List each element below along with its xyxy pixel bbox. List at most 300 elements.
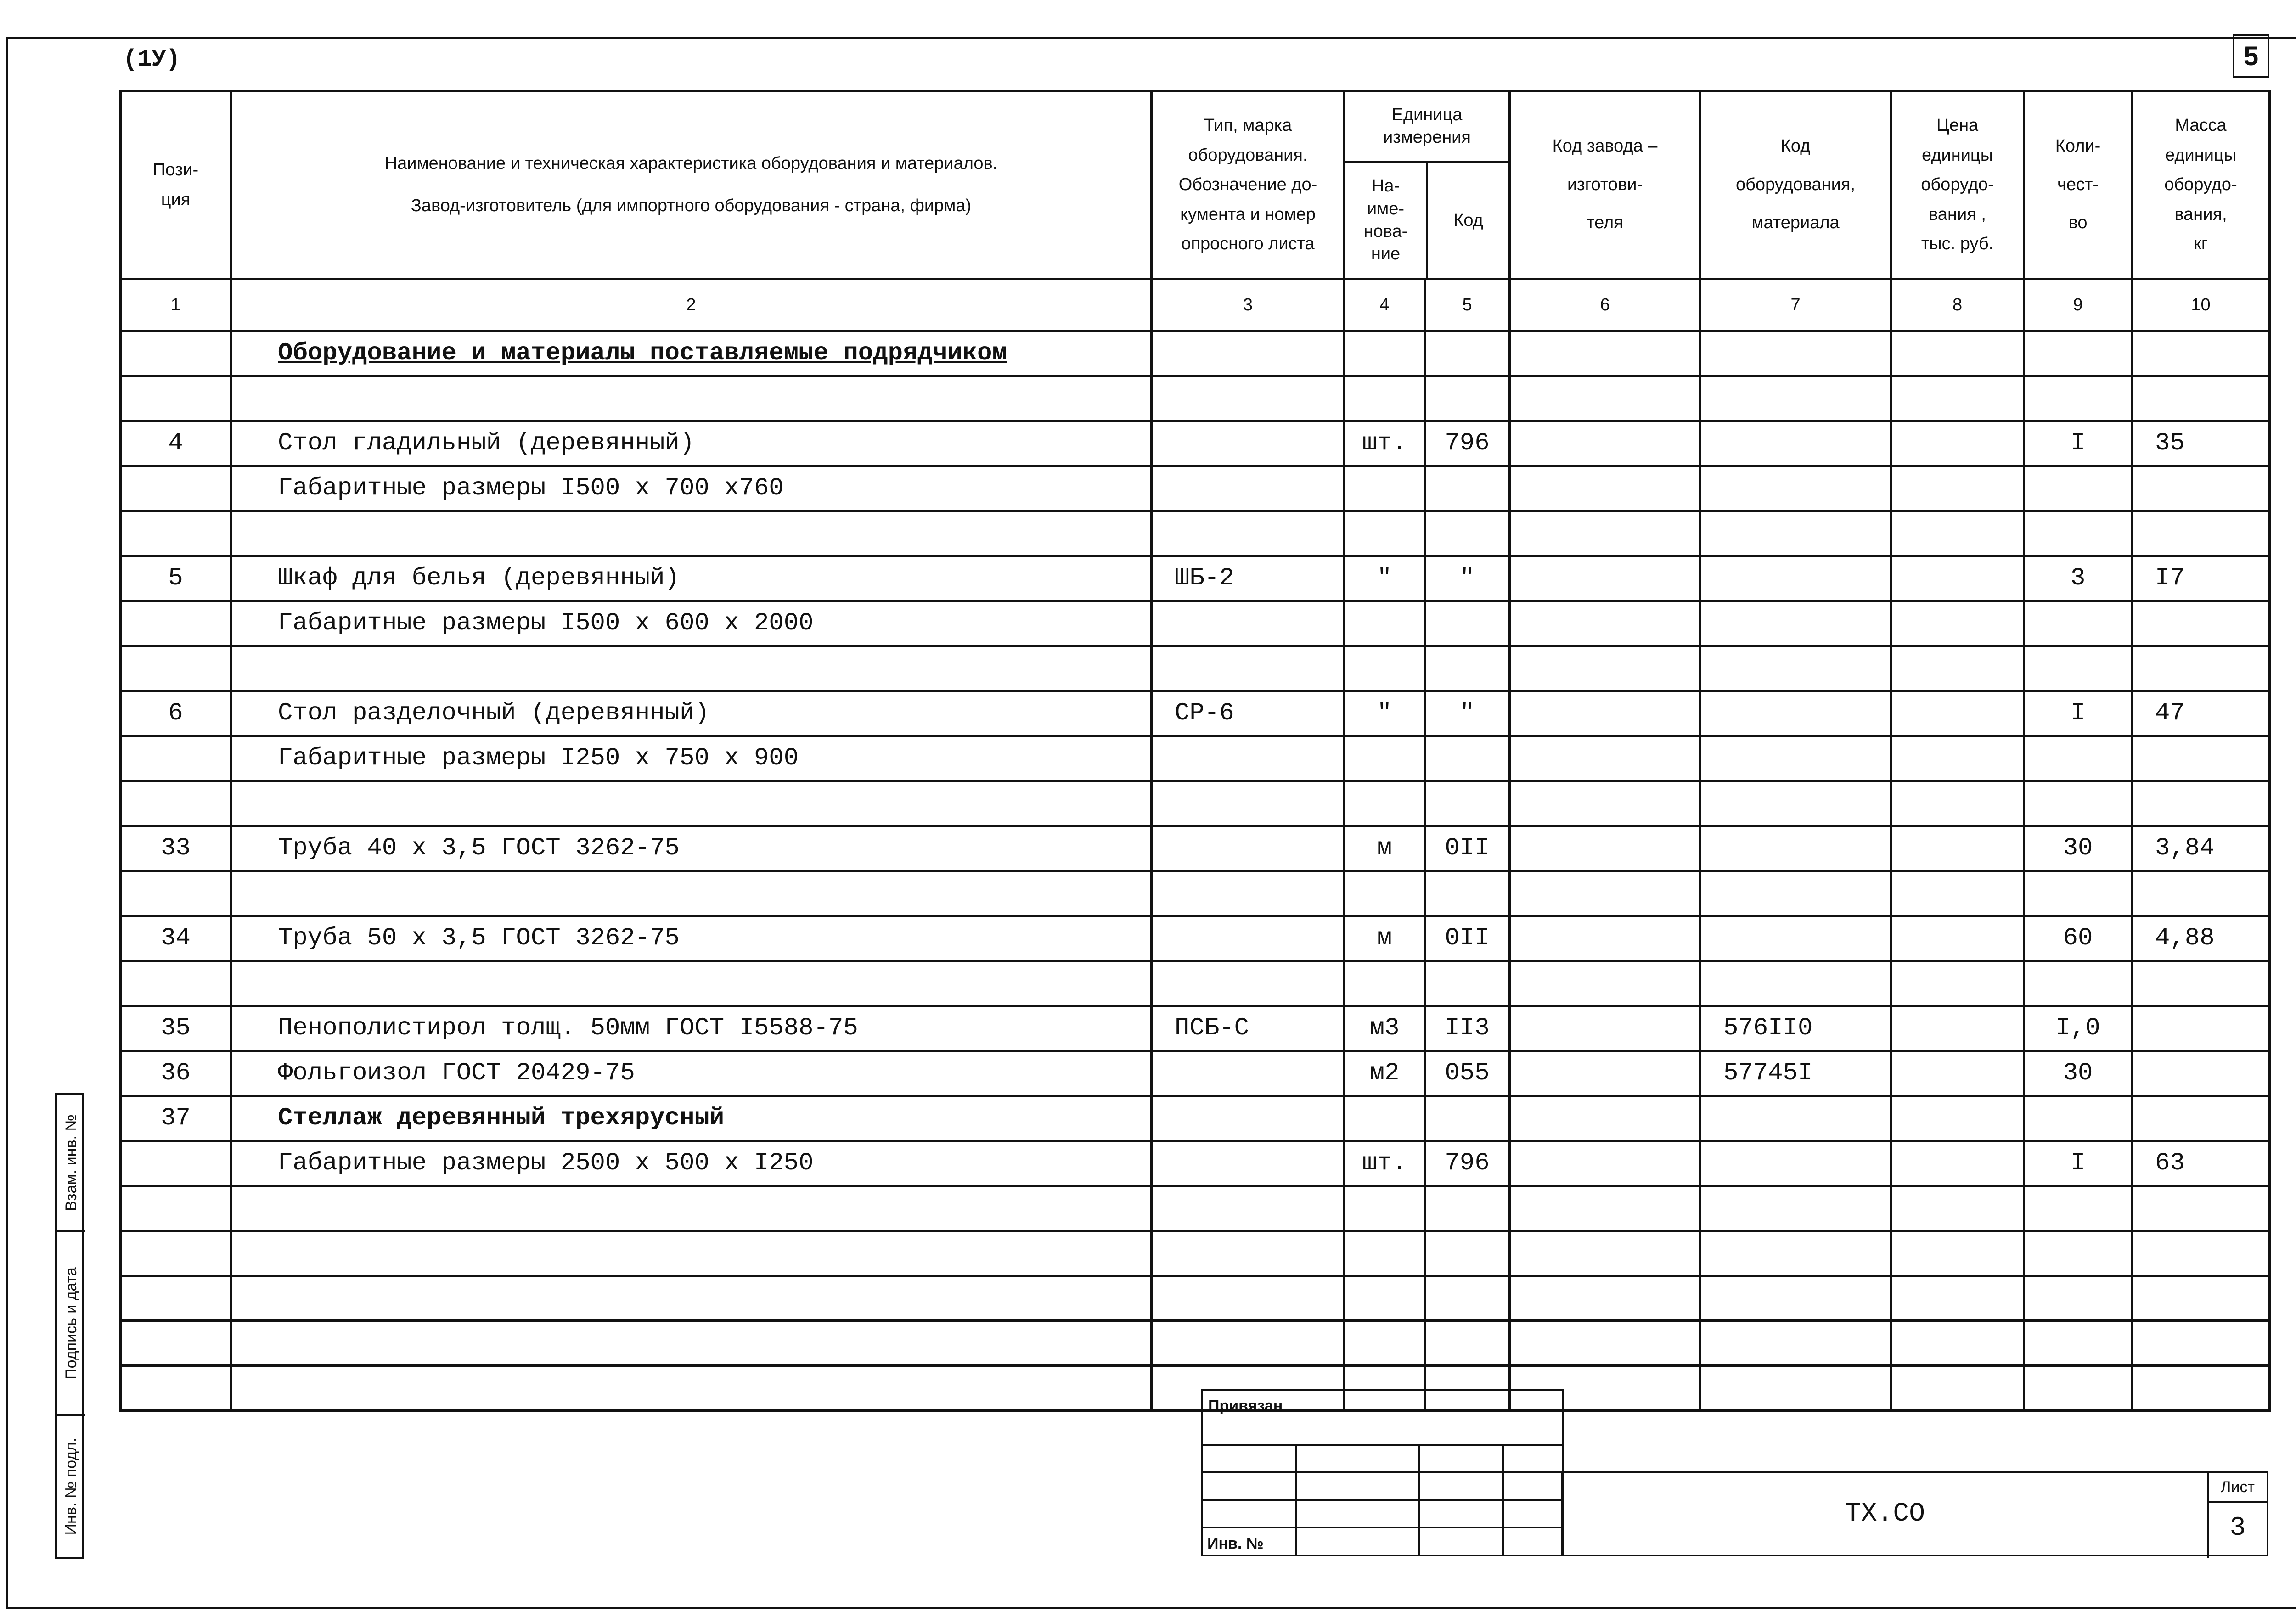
row-type (1152, 331, 1345, 376)
row-quantity (2024, 466, 2132, 511)
row-name: Оборудование и материалы поставляемые подрядчиком (231, 331, 1152, 376)
row-unit-code (1425, 511, 1510, 556)
row-mass (2132, 1276, 2270, 1321)
table-row (121, 556, 2270, 601)
row-mass (2132, 1321, 2270, 1366)
row-price (1891, 511, 2024, 556)
col-number: 10 (2132, 279, 2270, 331)
row-type (1152, 1276, 1345, 1321)
table-row (121, 1006, 2270, 1051)
row-material-code (1700, 1276, 1891, 1321)
row-unit (1345, 871, 1425, 916)
row-name: Шкаф для белья (деревянный) (231, 556, 1152, 601)
row-factory-code (1510, 1051, 1700, 1096)
row-material-code (1700, 556, 1891, 601)
row-position: 34 (121, 916, 231, 961)
row-quantity (2024, 1096, 2132, 1141)
row-material-code (1700, 1096, 1891, 1141)
row-quantity: 60 (2024, 916, 2132, 961)
row-factory-code (1510, 466, 1700, 511)
row-mass: 63 (2132, 1141, 2270, 1186)
table-row (121, 646, 2270, 691)
row-position: 5 (121, 556, 231, 601)
row-quantity: 3 (2024, 556, 2132, 601)
row-type (1152, 466, 1345, 511)
row-name: Габаритные размеры 2500 x 500 x I250 (231, 1141, 1152, 1186)
table-row (121, 466, 2270, 511)
row-unit-code (1425, 871, 1510, 916)
row-mass (2132, 331, 2270, 376)
row-type: ШБ-2 (1152, 556, 1345, 601)
row-unit (1345, 961, 1425, 1006)
row-factory-code (1510, 1096, 1700, 1141)
title-block (1561, 1471, 2268, 1556)
header-unit: Единица измерения На- име- нова- ние Код (1345, 91, 1510, 279)
table-row (121, 376, 2270, 421)
header-name: Наименование и техническая характеристика оборудования и материалов. Завод-изготовитель (для импортного оборудования - страна, фирма) (231, 91, 1152, 279)
row-position: 4 (121, 421, 231, 466)
table-row (121, 736, 2270, 781)
column-numbers-row (121, 279, 2270, 331)
row-factory-code (1510, 961, 1700, 1006)
row-unit (1345, 781, 1425, 826)
row-material-code (1700, 466, 1891, 511)
col-number: 8 (1891, 279, 2024, 331)
row-name (231, 1321, 1152, 1366)
row-price (1891, 916, 2024, 961)
row-unit: м (1345, 826, 1425, 871)
row-name: Пенополистирол толщ. 50мм ГОСТ I5588-75 (231, 1006, 1152, 1051)
col-number: 9 (2024, 279, 2132, 331)
row-unit-code (1425, 1276, 1510, 1321)
row-unit-code: 0II (1425, 916, 1510, 961)
row-unit (1345, 736, 1425, 781)
row-quantity: I (2024, 1141, 2132, 1186)
row-factory-code (1510, 556, 1700, 601)
header-unit-name: На- име- нова- ние (1345, 163, 1428, 278)
row-quantity (2024, 601, 2132, 646)
row-mass (2132, 1006, 2270, 1051)
row-name: Труба 40 x 3,5 ГОСТ 3262-75 (231, 826, 1152, 871)
row-mass (2132, 1051, 2270, 1096)
sheet-number: 3 (2229, 1513, 2246, 1543)
row-unit: шт. (1345, 1141, 1425, 1186)
row-name (231, 961, 1152, 1006)
row-factory-code (1510, 421, 1700, 466)
row-price (1891, 961, 2024, 1006)
row-unit (1345, 1321, 1425, 1366)
row-type: ПСБ-С (1152, 1006, 1345, 1051)
row-type: СР-6 (1152, 691, 1345, 736)
col-number: 7 (1700, 279, 1891, 331)
row-type (1152, 1051, 1345, 1096)
row-unit-code: 796 (1425, 421, 1510, 466)
specification-table (119, 90, 2271, 1412)
table-row (121, 1276, 2270, 1321)
table-row (121, 781, 2270, 826)
row-name: Стеллаж деревянный трехярусный (231, 1096, 1152, 1141)
row-quantity (2024, 376, 2132, 421)
header-material-code: Код оборудования, материала (1700, 91, 1891, 279)
row-name: Габаритные размеры I500 x 600 x 2000 (231, 601, 1152, 646)
row-unit: " (1345, 556, 1425, 601)
row-unit (1345, 1276, 1425, 1321)
row-position: 6 (121, 691, 231, 736)
row-position (121, 376, 231, 421)
row-material-code (1700, 691, 1891, 736)
row-price (1891, 1366, 2024, 1411)
row-mass (2132, 1096, 2270, 1141)
row-price (1891, 466, 2024, 511)
row-type (1152, 1231, 1345, 1276)
row-material-code (1700, 1231, 1891, 1276)
row-price (1891, 691, 2024, 736)
row-quantity: 30 (2024, 1051, 2132, 1096)
row-unit-code: 0II (1425, 826, 1510, 871)
row-position (121, 646, 231, 691)
row-unit: м2 (1345, 1051, 1425, 1096)
row-material-code (1700, 916, 1891, 961)
row-factory-code (1510, 781, 1700, 826)
row-unit (1345, 1231, 1425, 1276)
row-factory-code (1510, 826, 1700, 871)
row-mass: 4,88 (2132, 916, 2270, 961)
row-price (1891, 1186, 2024, 1231)
row-factory-code (1510, 376, 1700, 421)
header-unit-code: Код (1453, 210, 1483, 230)
row-price (1891, 421, 2024, 466)
row-price (1891, 331, 2024, 376)
row-factory-code (1510, 916, 1700, 961)
row-type (1152, 1141, 1345, 1186)
row-unit-code (1425, 1096, 1510, 1141)
header-factory-code: Код завода – изготови- теля (1510, 91, 1700, 279)
header-price: Цена единицы оборудо- вания , тыс. руб. (1891, 91, 2024, 279)
row-name (231, 1366, 1152, 1411)
row-material-code (1700, 331, 1891, 376)
row-price (1891, 556, 2024, 601)
table-row (121, 961, 2270, 1006)
header-type: Тип, марка оборудования. Обозначение до- кумента и номер опросного листа (1152, 91, 1345, 279)
side-cell-replace-inv: Взам. инв. № (57, 1095, 85, 1232)
row-position (121, 1321, 231, 1366)
header-row (121, 91, 2270, 279)
row-name (231, 1186, 1152, 1231)
corner-label: (1У) (123, 46, 180, 73)
row-position: 35 (121, 1006, 231, 1051)
row-type (1152, 736, 1345, 781)
row-quantity: I (2024, 421, 2132, 466)
stamp-line (1201, 1471, 1564, 1473)
row-mass (2132, 1366, 2270, 1411)
row-unit: м3 (1345, 1006, 1425, 1051)
row-name: Габаритные размеры I250 x 750 x 900 (231, 736, 1152, 781)
row-material-code (1700, 511, 1891, 556)
row-material-code (1700, 781, 1891, 826)
row-price (1891, 1096, 2024, 1141)
row-unit-code: 055 (1425, 1051, 1510, 1096)
row-quantity (2024, 646, 2132, 691)
row-unit: м (1345, 916, 1425, 961)
row-price (1891, 1051, 2024, 1096)
row-type (1152, 646, 1345, 691)
row-mass: 47 (2132, 691, 2270, 736)
row-position (121, 1231, 231, 1276)
row-unit-code (1425, 736, 1510, 781)
row-factory-code (1510, 1006, 1700, 1051)
row-factory-code (1510, 331, 1700, 376)
row-price (1891, 1006, 2024, 1051)
row-position: 37 (121, 1096, 231, 1141)
row-price (1891, 781, 2024, 826)
row-factory-code (1510, 736, 1700, 781)
row-material-code (1700, 601, 1891, 646)
row-quantity: 30 (2024, 826, 2132, 871)
table-row (121, 826, 2270, 871)
col-number: 1 (121, 279, 231, 331)
row-quantity (2024, 1366, 2132, 1411)
sheet-cell (2207, 1473, 2267, 1558)
side-cell-signature-date: Подпись и дата (57, 1232, 85, 1416)
row-price (1891, 601, 2024, 646)
row-factory-code (1510, 691, 1700, 736)
row-position: 36 (121, 1051, 231, 1096)
stamp-inv-label: Инв. № (1207, 1535, 1264, 1552)
row-mass: 3,84 (2132, 826, 2270, 871)
row-quantity: I,0 (2024, 1006, 2132, 1051)
row-name (231, 511, 1152, 556)
row-mass (2132, 736, 2270, 781)
row-position (121, 781, 231, 826)
row-name: Труба 50 x 3,5 ГОСТ 3262-75 (231, 916, 1152, 961)
row-unit-code: " (1425, 556, 1510, 601)
row-material-code (1700, 421, 1891, 466)
row-quantity (2024, 1321, 2132, 1366)
row-type (1152, 601, 1345, 646)
row-material-code (1700, 376, 1891, 421)
row-unit-code: " (1425, 691, 1510, 736)
row-name: Фольгоизол ГОСТ 20429-75 (231, 1051, 1152, 1096)
row-price (1891, 826, 2024, 871)
col-number: 4 (1345, 279, 1425, 331)
row-name (231, 871, 1152, 916)
row-mass (2132, 961, 2270, 1006)
row-mass (2132, 1186, 2270, 1231)
row-material-code: 57745I (1700, 1051, 1891, 1096)
row-position (121, 331, 231, 376)
row-factory-code (1510, 601, 1700, 646)
table-row (121, 691, 2270, 736)
row-position (121, 736, 231, 781)
row-type (1152, 421, 1345, 466)
row-factory-code (1510, 1231, 1700, 1276)
bound-stamp (1201, 1389, 1564, 1556)
table-row (121, 871, 2270, 916)
col-number: 2 (231, 279, 1152, 331)
row-price (1891, 1276, 2024, 1321)
row-unit-code: 796 (1425, 1141, 1510, 1186)
row-name (231, 646, 1152, 691)
row-mass (2132, 601, 2270, 646)
row-factory-code (1510, 646, 1700, 691)
row-factory-code (1510, 1321, 1700, 1366)
row-name: Стол гладильный (деревянный) (231, 421, 1152, 466)
table-row (121, 1366, 2270, 1411)
row-type (1152, 1321, 1345, 1366)
table-row (121, 421, 2270, 466)
row-unit-code (1425, 1321, 1510, 1366)
row-unit (1345, 601, 1425, 646)
col-number: 3 (1152, 279, 1345, 331)
row-quantity (2024, 781, 2132, 826)
page-number: 5 (2233, 34, 2269, 78)
row-unit-code (1425, 781, 1510, 826)
row-position (121, 1141, 231, 1186)
row-unit (1345, 1096, 1425, 1141)
row-unit (1345, 511, 1425, 556)
table-row (121, 601, 2270, 646)
row-position (121, 961, 231, 1006)
row-unit: " (1345, 691, 1425, 736)
row-unit-code (1425, 1231, 1510, 1276)
row-unit-code (1425, 1186, 1510, 1231)
row-type (1152, 916, 1345, 961)
row-mass: 35 (2132, 421, 2270, 466)
row-material-code (1700, 736, 1891, 781)
row-quantity (2024, 1231, 2132, 1276)
row-price (1891, 1321, 2024, 1366)
table-row (121, 916, 2270, 961)
row-type (1152, 1096, 1345, 1141)
stamp-bound-label: Привязан (1208, 1397, 1283, 1415)
row-mass (2132, 466, 2270, 511)
row-type (1152, 511, 1345, 556)
row-price (1891, 1141, 2024, 1186)
side-stamp (55, 1093, 84, 1559)
side-cell-orig-inv: Инв. № подл. (62, 1437, 80, 1535)
row-material-code: 576II0 (1700, 1006, 1891, 1051)
row-quantity (2024, 331, 2132, 376)
header-mass: Масса единицы оборудо- вания, кг (2132, 91, 2270, 279)
header-position: Пози- ция (121, 91, 231, 279)
table-row (121, 1186, 2270, 1231)
row-unit-code: II3 (1425, 1006, 1510, 1051)
row-unit (1345, 466, 1425, 511)
row-material-code (1700, 826, 1891, 871)
row-quantity (2024, 1186, 2132, 1231)
row-mass (2132, 511, 2270, 556)
row-name (231, 376, 1152, 421)
row-name: Габаритные размеры I500 x 700 x760 (231, 466, 1152, 511)
row-material-code (1700, 1141, 1891, 1186)
stamp-header-cell (1201, 1389, 1564, 1446)
row-mass (2132, 871, 2270, 916)
row-quantity (2024, 511, 2132, 556)
row-price (1891, 646, 2024, 691)
row-quantity (2024, 961, 2132, 1006)
row-position: 33 (121, 826, 231, 871)
row-unit (1345, 646, 1425, 691)
stamp-line (1201, 1527, 1564, 1528)
row-price (1891, 376, 2024, 421)
row-factory-code (1510, 1141, 1700, 1186)
row-unit-code (1425, 466, 1510, 511)
row-type (1152, 376, 1345, 421)
row-position (121, 466, 231, 511)
row-quantity (2024, 736, 2132, 781)
row-unit-code (1425, 376, 1510, 421)
row-type (1152, 826, 1345, 871)
row-position (121, 1366, 231, 1411)
row-material-code (1700, 871, 1891, 916)
row-factory-code (1510, 871, 1700, 916)
table-row (121, 1141, 2270, 1186)
row-price (1891, 871, 2024, 916)
row-factory-code (1510, 1276, 1700, 1321)
header-quantity: Коли- чест- во (2024, 91, 2132, 279)
row-type (1152, 961, 1345, 1006)
row-material-code (1700, 1366, 1891, 1411)
col-number: 5 (1425, 279, 1510, 331)
row-unit (1345, 331, 1425, 376)
row-unit: шт. (1345, 421, 1425, 466)
row-mass: I7 (2132, 556, 2270, 601)
row-position (121, 1186, 231, 1231)
row-position (121, 871, 231, 916)
row-name (231, 1276, 1152, 1321)
row-factory-code (1510, 1186, 1700, 1231)
row-unit-code (1425, 646, 1510, 691)
stamp-line (1201, 1499, 1564, 1501)
row-mass (2132, 1231, 2270, 1276)
row-quantity: I (2024, 691, 2132, 736)
row-quantity (2024, 871, 2132, 916)
row-position (121, 511, 231, 556)
row-unit-code (1425, 601, 1510, 646)
row-material-code (1700, 646, 1891, 691)
row-unit (1345, 1186, 1425, 1231)
row-type (1152, 1186, 1345, 1231)
row-position (121, 1276, 231, 1321)
document-code: ТХ.СО (1845, 1499, 1925, 1529)
row-material-code (1700, 1321, 1891, 1366)
row-type (1152, 871, 1345, 916)
row-name (231, 781, 1152, 826)
table-body (121, 331, 2270, 1411)
row-unit-code (1425, 331, 1510, 376)
row-name (231, 1231, 1152, 1276)
row-mass (2132, 376, 2270, 421)
row-quantity (2024, 1276, 2132, 1321)
row-mass (2132, 646, 2270, 691)
row-material-code (1700, 1186, 1891, 1231)
table-row (121, 511, 2270, 556)
table-row (121, 1051, 2270, 1096)
row-type (1152, 781, 1345, 826)
row-material-code (1700, 961, 1891, 1006)
table-row (121, 1096, 2270, 1141)
row-price (1891, 1231, 2024, 1276)
row-price (1891, 736, 2024, 781)
row-name: Стол разделочный (деревянный) (231, 691, 1152, 736)
row-position (121, 601, 231, 646)
table-row (121, 331, 2270, 376)
row-mass (2132, 781, 2270, 826)
row-unit (1345, 376, 1425, 421)
row-factory-code (1510, 511, 1700, 556)
table-row (121, 1321, 2270, 1366)
col-number: 6 (1510, 279, 1700, 331)
